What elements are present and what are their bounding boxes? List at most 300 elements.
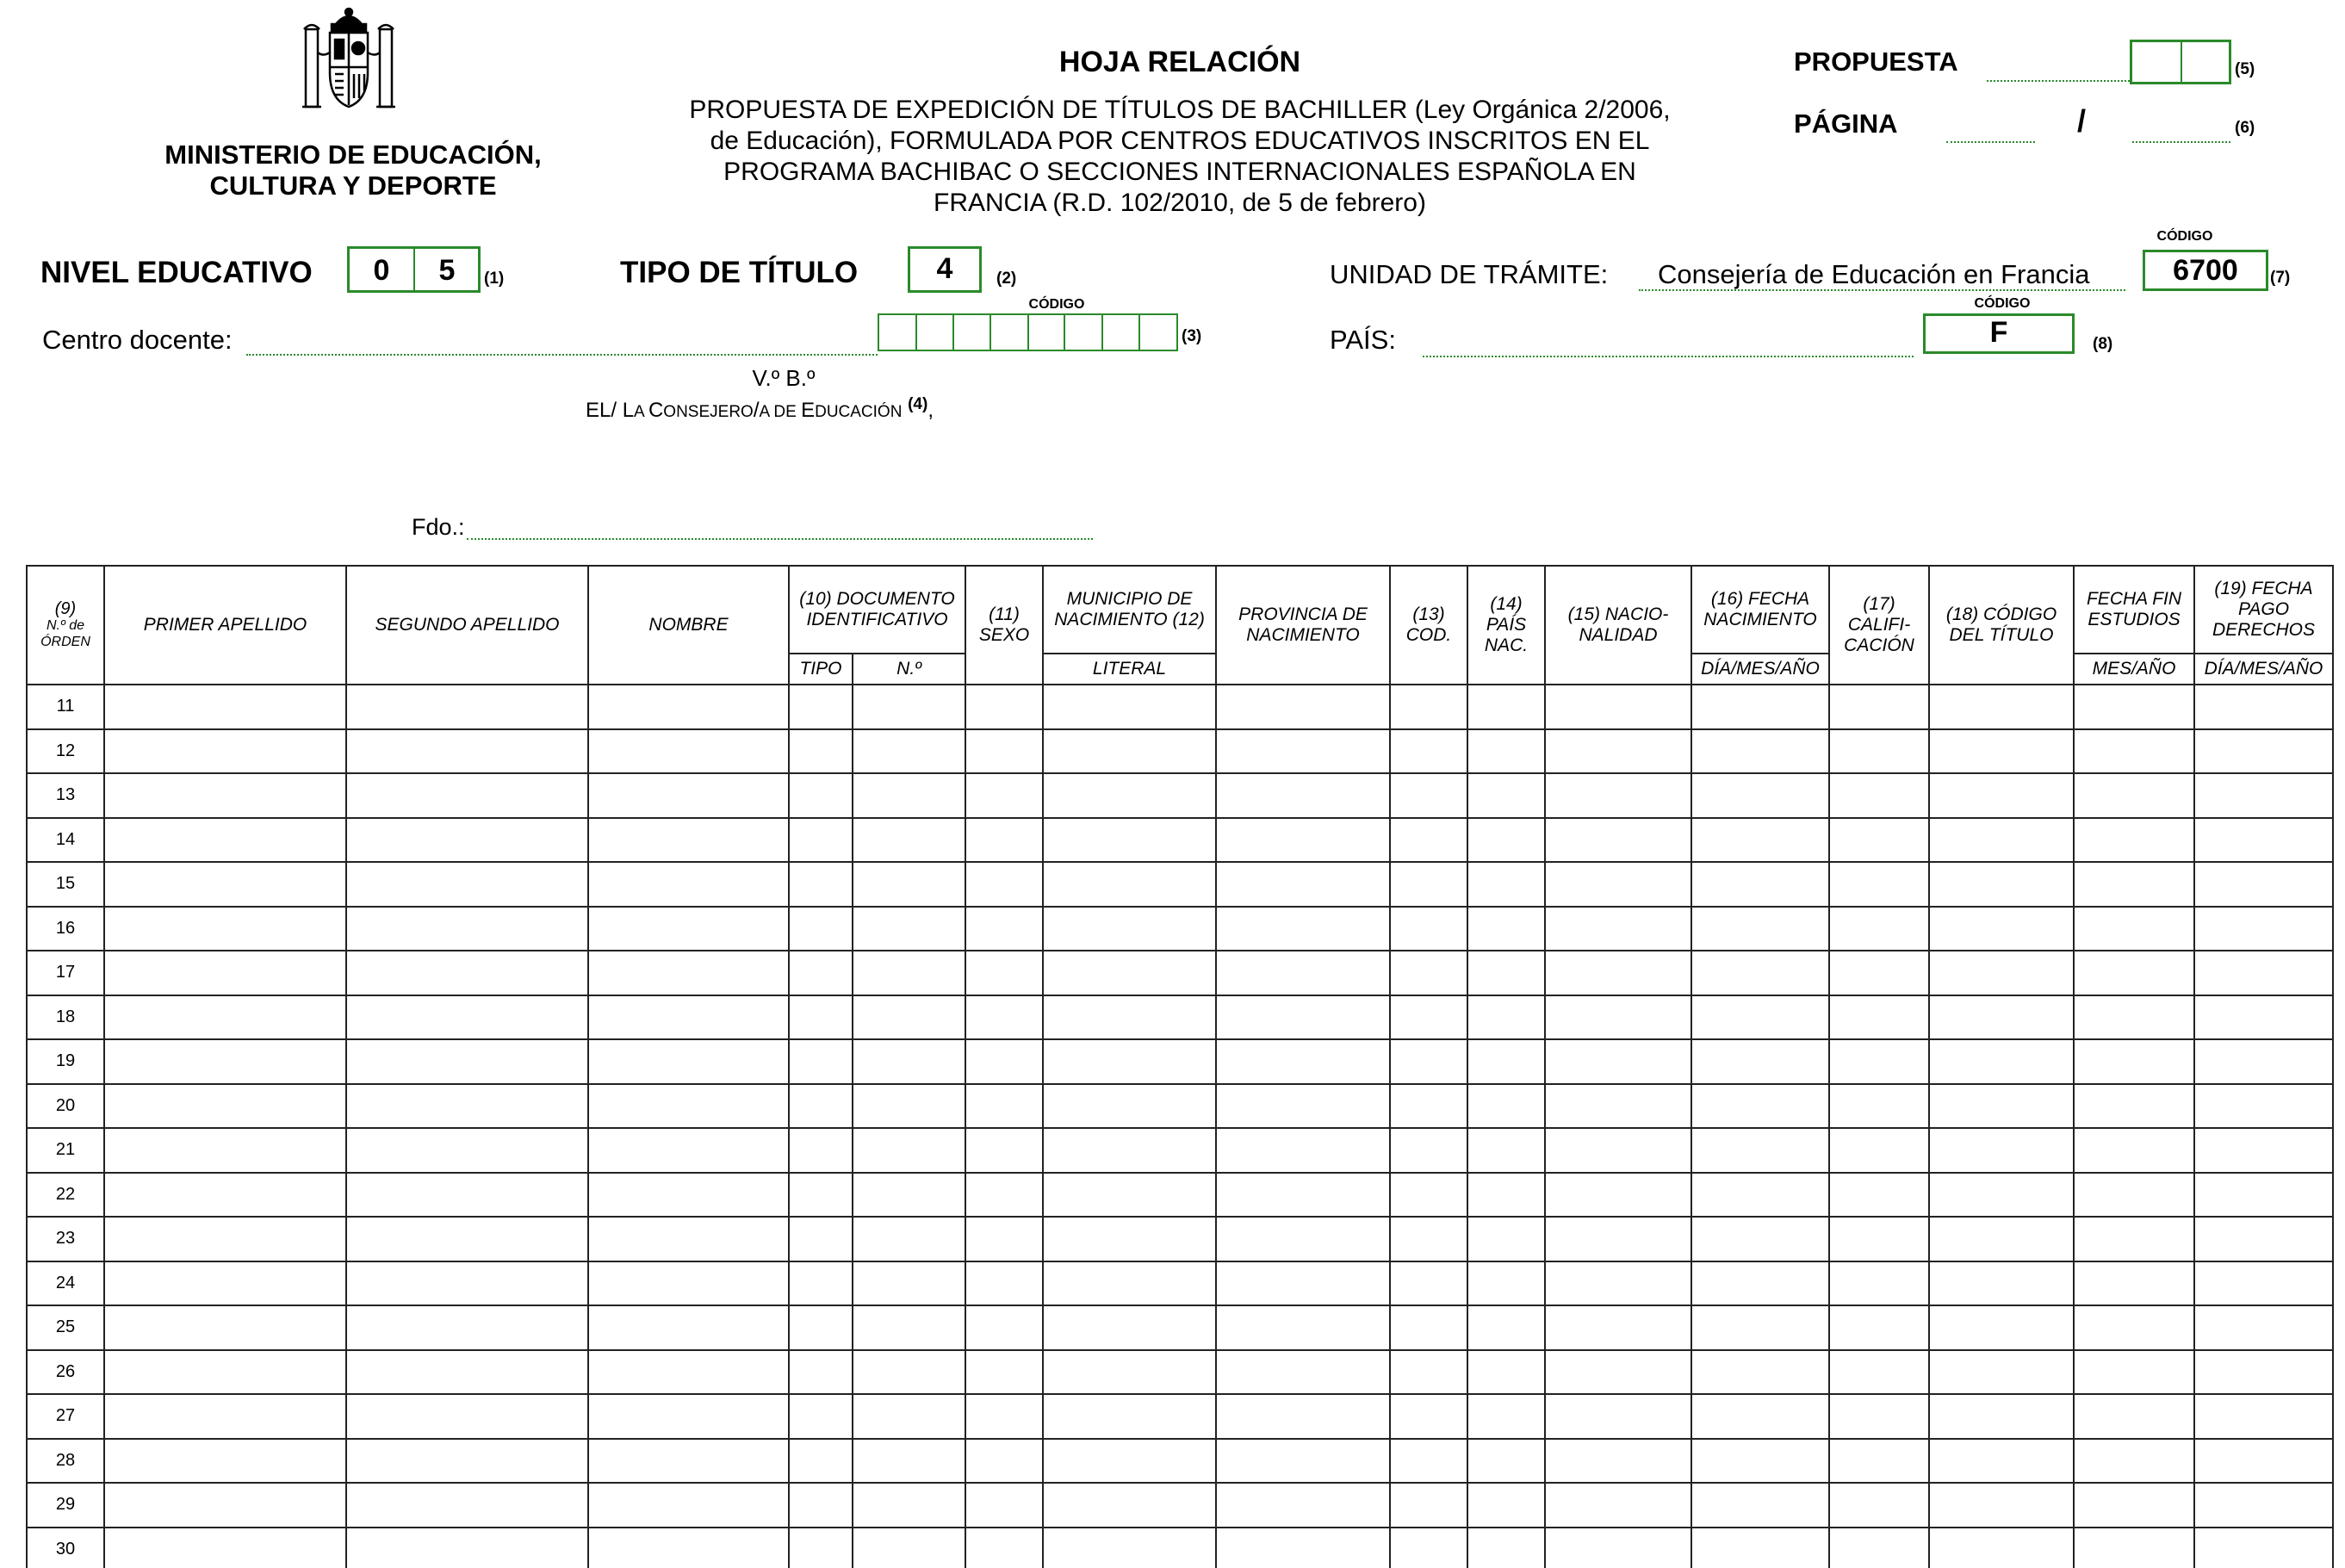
- table-cell-input[interactable]: [588, 862, 789, 907]
- table-cell-input[interactable]: [789, 818, 853, 863]
- table-cell-input[interactable]: [1545, 1350, 1691, 1395]
- table-cell-input[interactable]: [1545, 995, 1691, 1040]
- table-cell-input[interactable]: [1929, 1173, 2074, 1218]
- table-cell-input[interactable]: [1829, 1039, 1929, 1084]
- table-cell-input[interactable]: [1691, 1483, 1829, 1528]
- table-cell-input[interactable]: [1929, 862, 2074, 907]
- table-cell-input[interactable]: [1829, 729, 1929, 774]
- table-cell-input[interactable]: [1043, 1528, 1216, 1568]
- table-cell-input[interactable]: [1390, 1084, 1467, 1129]
- unidad-codigo-box[interactable]: [2143, 250, 2268, 291]
- table-cell-input[interactable]: [1390, 1128, 1467, 1173]
- table-cell-input[interactable]: [588, 1128, 789, 1173]
- table-cell-input[interactable]: [1545, 773, 1691, 818]
- table-cell-input[interactable]: [1691, 862, 1829, 907]
- table-cell-input[interactable]: [2194, 1483, 2333, 1528]
- table-cell-input[interactable]: [104, 1483, 346, 1528]
- table-cell-input[interactable]: [588, 1084, 789, 1129]
- table-cell-input[interactable]: [965, 951, 1043, 995]
- table-cell-input[interactable]: [1216, 1084, 1390, 1129]
- table-cell-input[interactable]: [588, 1039, 789, 1084]
- table-cell-input[interactable]: [789, 1084, 853, 1129]
- table-cell-input[interactable]: [965, 1350, 1043, 1395]
- table-cell-input[interactable]: [789, 1039, 853, 1084]
- table-cell-input[interactable]: [1829, 818, 1929, 863]
- table-cell-input[interactable]: [1216, 685, 1390, 729]
- table-cell-input[interactable]: [1043, 1128, 1216, 1173]
- propuesta-input-box[interactable]: [2130, 40, 2231, 84]
- table-cell-input[interactable]: [853, 1305, 965, 1350]
- table-cell-input[interactable]: [1691, 1528, 1829, 1568]
- table-cell-input[interactable]: [588, 685, 789, 729]
- table-cell-input[interactable]: [1043, 995, 1216, 1040]
- table-cell-input[interactable]: [1829, 1305, 1929, 1350]
- table-cell-input[interactable]: [2074, 1173, 2194, 1218]
- pais-codigo-box[interactable]: [1923, 313, 2075, 354]
- table-cell-input[interactable]: [104, 773, 346, 818]
- table-cell-input[interactable]: [1829, 1483, 1929, 1528]
- table-cell-input[interactable]: [1390, 1039, 1467, 1084]
- table-cell-input[interactable]: [1545, 1173, 1691, 1218]
- table-cell-input[interactable]: [1829, 773, 1929, 818]
- table-cell-input[interactable]: [588, 773, 789, 818]
- table-cell-input[interactable]: [1929, 1305, 2074, 1350]
- table-cell-input[interactable]: [1691, 1305, 1829, 1350]
- table-cell-input[interactable]: [1043, 862, 1216, 907]
- table-cell-input[interactable]: [1043, 1084, 1216, 1129]
- table-cell-input[interactable]: [1043, 1394, 1216, 1439]
- table-cell-input[interactable]: [1929, 1039, 2074, 1084]
- table-cell-input[interactable]: [104, 1084, 346, 1129]
- table-cell-input[interactable]: [789, 951, 853, 995]
- table-cell-input[interactable]: [2074, 1039, 2194, 1084]
- table-cell-input[interactable]: [1043, 1305, 1216, 1350]
- table-cell-input[interactable]: [1390, 1528, 1467, 1568]
- table-cell-input[interactable]: [346, 685, 588, 729]
- table-cell-input[interactable]: [1216, 1439, 1390, 1484]
- table-cell-input[interactable]: [1545, 1528, 1691, 1568]
- table-cell-input[interactable]: [789, 995, 853, 1040]
- tipo-titulo-box[interactable]: [908, 246, 982, 293]
- table-cell-input[interactable]: [1390, 907, 1467, 951]
- table-cell-input[interactable]: [588, 1261, 789, 1306]
- table-cell-input[interactable]: [1216, 1305, 1390, 1350]
- table-cell-input[interactable]: [2074, 1305, 2194, 1350]
- table-cell-input[interactable]: [104, 1528, 346, 1568]
- table-cell-input[interactable]: [853, 729, 965, 774]
- table-cell-input[interactable]: [2194, 862, 2333, 907]
- table-cell-input[interactable]: [1545, 951, 1691, 995]
- table-cell-input[interactable]: [346, 1217, 588, 1261]
- table-cell-input[interactable]: [965, 773, 1043, 818]
- table-cell-input[interactable]: [1691, 995, 1829, 1040]
- table-cell-input[interactable]: [2194, 1039, 2333, 1084]
- table-cell-input[interactable]: [104, 685, 346, 729]
- table-cell-input[interactable]: [965, 1439, 1043, 1484]
- table-cell-input[interactable]: [588, 951, 789, 995]
- table-cell-input[interactable]: [1929, 995, 2074, 1040]
- table-cell-input[interactable]: [1545, 907, 1691, 951]
- table-cell-input[interactable]: [1390, 773, 1467, 818]
- table-cell-input[interactable]: [588, 1217, 789, 1261]
- table-cell-input[interactable]: [965, 907, 1043, 951]
- table-cell-input[interactable]: [1043, 1439, 1216, 1484]
- table-cell-input[interactable]: [965, 1084, 1043, 1129]
- table-cell-input[interactable]: [965, 1261, 1043, 1306]
- table-cell-input[interactable]: [2074, 729, 2194, 774]
- table-cell-input[interactable]: [2194, 1305, 2333, 1350]
- table-cell-input[interactable]: [588, 1173, 789, 1218]
- table-cell-input[interactable]: [104, 862, 346, 907]
- table-cell-input[interactable]: [2194, 729, 2333, 774]
- table-cell-input[interactable]: [1545, 818, 1691, 863]
- pais-line[interactable]: [1423, 356, 1914, 357]
- table-cell-input[interactable]: [2194, 951, 2333, 995]
- table-cell-input[interactable]: [1467, 995, 1545, 1040]
- table-cell-input[interactable]: [1390, 951, 1467, 995]
- table-cell-input[interactable]: [1216, 773, 1390, 818]
- table-cell-input[interactable]: [1929, 773, 2074, 818]
- table-cell-input[interactable]: [1545, 1394, 1691, 1439]
- table-cell-input[interactable]: [2194, 1528, 2333, 1568]
- table-cell-input[interactable]: [588, 1528, 789, 1568]
- table-cell-input[interactable]: [2194, 995, 2333, 1040]
- table-cell-input[interactable]: [2074, 685, 2194, 729]
- table-cell-input[interactable]: [1929, 729, 2074, 774]
- table-cell-input[interactable]: [789, 1128, 853, 1173]
- table-cell-input[interactable]: [853, 1350, 965, 1395]
- table-cell-input[interactable]: [1390, 1173, 1467, 1218]
- table-cell-input[interactable]: [1545, 1483, 1691, 1528]
- table-cell-input[interactable]: [1043, 1483, 1216, 1528]
- table-cell-input[interactable]: [1043, 729, 1216, 774]
- table-cell-input[interactable]: [1929, 1528, 2074, 1568]
- centro-docente-line[interactable]: [246, 354, 878, 356]
- table-cell-input[interactable]: [1691, 773, 1829, 818]
- table-cell-input[interactable]: [1043, 907, 1216, 951]
- table-cell-input[interactable]: [1043, 818, 1216, 863]
- table-cell-input[interactable]: [1691, 1439, 1829, 1484]
- centro-codigo-boxes[interactable]: [878, 313, 1178, 351]
- table-cell-input[interactable]: [853, 1173, 965, 1218]
- table-cell-input[interactable]: [1929, 1217, 2074, 1261]
- table-cell-input[interactable]: [1390, 1261, 1467, 1306]
- table-cell-input[interactable]: [2194, 907, 2333, 951]
- table-cell-input[interactable]: [1829, 1261, 1929, 1306]
- table-cell-input[interactable]: [1929, 1394, 2074, 1439]
- table-cell-input[interactable]: [2194, 1439, 2333, 1484]
- table-cell-input[interactable]: [588, 818, 789, 863]
- table-cell-input[interactable]: [789, 907, 853, 951]
- table-cell-input[interactable]: [1216, 818, 1390, 863]
- table-cell-input[interactable]: [1929, 1261, 2074, 1306]
- table-cell-input[interactable]: [965, 1394, 1043, 1439]
- table-cell-input[interactable]: [2194, 685, 2333, 729]
- table-cell-input[interactable]: [2194, 1350, 2333, 1395]
- table-cell-input[interactable]: [2074, 1261, 2194, 1306]
- table-cell-input[interactable]: [853, 773, 965, 818]
- table-cell-input[interactable]: [853, 1217, 965, 1261]
- table-cell-input[interactable]: [1216, 1350, 1390, 1395]
- table-cell-input[interactable]: [853, 995, 965, 1040]
- table-cell-input[interactable]: [1929, 951, 2074, 995]
- table-cell-input[interactable]: [1929, 1483, 2074, 1528]
- table-cell-input[interactable]: [1216, 729, 1390, 774]
- table-cell-input[interactable]: [789, 729, 853, 774]
- table-cell-input[interactable]: [2074, 773, 2194, 818]
- pagina-number-line[interactable]: [1946, 141, 2035, 143]
- table-cell-input[interactable]: [789, 773, 853, 818]
- table-cell-input[interactable]: [1691, 1261, 1829, 1306]
- table-cell-input[interactable]: [1545, 1084, 1691, 1129]
- table-cell-input[interactable]: [1691, 1173, 1829, 1218]
- table-cell-input[interactable]: [1043, 1261, 1216, 1306]
- table-cell-input[interactable]: [2074, 1483, 2194, 1528]
- table-cell-input[interactable]: [853, 1528, 965, 1568]
- table-cell-input[interactable]: [1929, 907, 2074, 951]
- table-cell-input[interactable]: [1216, 862, 1390, 907]
- table-cell-input[interactable]: [1216, 1483, 1390, 1528]
- table-cell-input[interactable]: [1545, 1261, 1691, 1306]
- table-cell-input[interactable]: [2194, 1261, 2333, 1306]
- table-cell-input[interactable]: [1691, 818, 1829, 863]
- table-cell-input[interactable]: [2074, 907, 2194, 951]
- table-cell-input[interactable]: [1829, 1084, 1929, 1129]
- table-cell-input[interactable]: [965, 729, 1043, 774]
- table-cell-input[interactable]: [965, 818, 1043, 863]
- table-cell-input[interactable]: [853, 1084, 965, 1129]
- table-cell-input[interactable]: [853, 862, 965, 907]
- table-cell-input[interactable]: [1467, 1350, 1545, 1395]
- table-cell-input[interactable]: [1467, 729, 1545, 774]
- table-cell-input[interactable]: [1467, 1394, 1545, 1439]
- table-cell-input[interactable]: [1545, 1039, 1691, 1084]
- table-cell-input[interactable]: [588, 1394, 789, 1439]
- table-cell-input[interactable]: [965, 1217, 1043, 1261]
- table-cell-input[interactable]: [2194, 1084, 2333, 1129]
- table-cell-input[interactable]: [1390, 995, 1467, 1040]
- fdo-signature-line[interactable]: [467, 538, 1093, 540]
- table-cell-input[interactable]: [1216, 1528, 1390, 1568]
- table-cell-input[interactable]: [1691, 951, 1829, 995]
- table-cell-input[interactable]: [346, 818, 588, 863]
- table-cell-input[interactable]: [2074, 1084, 2194, 1129]
- table-cell-input[interactable]: [1829, 951, 1929, 995]
- table-cell-input[interactable]: [1216, 1128, 1390, 1173]
- table-cell-input[interactable]: [789, 1394, 853, 1439]
- table-cell-input[interactable]: [1390, 1350, 1467, 1395]
- table-cell-input[interactable]: [588, 1439, 789, 1484]
- table-cell-input[interactable]: [1467, 1305, 1545, 1350]
- table-cell-input[interactable]: [588, 1305, 789, 1350]
- pagina-total-line[interactable]: [2132, 141, 2230, 143]
- table-cell-input[interactable]: [1216, 1039, 1390, 1084]
- table-cell-input[interactable]: [1390, 729, 1467, 774]
- table-cell-input[interactable]: [853, 1439, 965, 1484]
- table-cell-input[interactable]: [1467, 1128, 1545, 1173]
- table-cell-input[interactable]: [1467, 1173, 1545, 1218]
- table-cell-input[interactable]: [2194, 1217, 2333, 1261]
- table-cell-input[interactable]: [789, 1528, 853, 1568]
- table-cell-input[interactable]: [1467, 685, 1545, 729]
- table-cell-input[interactable]: [1545, 862, 1691, 907]
- table-cell-input[interactable]: [1467, 818, 1545, 863]
- table-cell-input[interactable]: [1390, 1217, 1467, 1261]
- table-cell-input[interactable]: [1390, 818, 1467, 863]
- table-cell-input[interactable]: [1929, 685, 2074, 729]
- table-cell-input[interactable]: [1043, 1217, 1216, 1261]
- table-cell-input[interactable]: [1467, 907, 1545, 951]
- table-cell-input[interactable]: [1043, 1350, 1216, 1395]
- table-cell-input[interactable]: [346, 862, 588, 907]
- table-cell-input[interactable]: [965, 995, 1043, 1040]
- table-cell-input[interactable]: [1929, 1084, 2074, 1129]
- table-cell-input[interactable]: [104, 1394, 346, 1439]
- table-cell-input[interactable]: [104, 951, 346, 995]
- table-cell-input[interactable]: [1691, 1350, 1829, 1395]
- table-cell-input[interactable]: [104, 1350, 346, 1395]
- table-cell-input[interactable]: [588, 1350, 789, 1395]
- table-cell-input[interactable]: [1545, 685, 1691, 729]
- table-cell-input[interactable]: [1691, 1128, 1829, 1173]
- table-cell-input[interactable]: [104, 1039, 346, 1084]
- table-cell-input[interactable]: [346, 1439, 588, 1484]
- table-cell-input[interactable]: [2074, 1350, 2194, 1395]
- table-cell-input[interactable]: [1216, 951, 1390, 995]
- table-cell-input[interactable]: [104, 1261, 346, 1306]
- table-cell-input[interactable]: [346, 729, 588, 774]
- table-cell-input[interactable]: [1691, 685, 1829, 729]
- table-cell-input[interactable]: [1216, 995, 1390, 1040]
- table-cell-input[interactable]: [1216, 1394, 1390, 1439]
- table-cell-input[interactable]: [789, 1350, 853, 1395]
- table-cell-input[interactable]: [346, 1394, 588, 1439]
- table-cell-input[interactable]: [2074, 1217, 2194, 1261]
- table-cell-input[interactable]: [789, 1483, 853, 1528]
- table-cell-input[interactable]: [1467, 1261, 1545, 1306]
- table-cell-input[interactable]: [1829, 1394, 1929, 1439]
- table-cell-input[interactable]: [965, 685, 1043, 729]
- table-cell-input[interactable]: [1216, 1217, 1390, 1261]
- table-cell-input[interactable]: [588, 907, 789, 951]
- table-cell-input[interactable]: [104, 1173, 346, 1218]
- table-cell-input[interactable]: [1467, 773, 1545, 818]
- table-cell-input[interactable]: [965, 1528, 1043, 1568]
- table-cell-input[interactable]: [1929, 1439, 2074, 1484]
- table-cell-input[interactable]: [1545, 1439, 1691, 1484]
- table-cell-input[interactable]: [1390, 1394, 1467, 1439]
- table-cell-input[interactable]: [1043, 1039, 1216, 1084]
- table-cell-input[interactable]: [965, 1173, 1043, 1218]
- table-cell-input[interactable]: [1829, 995, 1929, 1040]
- table-cell-input[interactable]: [2074, 1439, 2194, 1484]
- table-cell-input[interactable]: [104, 907, 346, 951]
- table-cell-input[interactable]: [2194, 818, 2333, 863]
- table-cell-input[interactable]: [588, 1483, 789, 1528]
- table-cell-input[interactable]: [1829, 907, 1929, 951]
- table-cell-input[interactable]: [1467, 1084, 1545, 1129]
- table-cell-input[interactable]: [1545, 1217, 1691, 1261]
- table-cell-input[interactable]: [1829, 1350, 1929, 1395]
- table-cell-input[interactable]: [853, 1039, 965, 1084]
- table-cell-input[interactable]: [346, 951, 588, 995]
- table-cell-input[interactable]: [1216, 1261, 1390, 1306]
- table-cell-input[interactable]: [2194, 1173, 2333, 1218]
- table-cell-input[interactable]: [1829, 1173, 1929, 1218]
- table-cell-input[interactable]: [104, 995, 346, 1040]
- table-cell-input[interactable]: [104, 729, 346, 774]
- table-cell-input[interactable]: [1691, 1039, 1829, 1084]
- table-cell-input[interactable]: [2074, 1128, 2194, 1173]
- table-cell-input[interactable]: [346, 1128, 588, 1173]
- table-cell-input[interactable]: [965, 1039, 1043, 1084]
- table-cell-input[interactable]: [853, 685, 965, 729]
- table-cell-input[interactable]: [346, 995, 588, 1040]
- table-cell-input[interactable]: [2194, 773, 2333, 818]
- table-cell-input[interactable]: [1390, 1483, 1467, 1528]
- table-cell-input[interactable]: [965, 1128, 1043, 1173]
- table-cell-input[interactable]: [1691, 1217, 1829, 1261]
- table-cell-input[interactable]: [789, 1217, 853, 1261]
- table-cell-input[interactable]: [1829, 1439, 1929, 1484]
- table-cell-input[interactable]: [789, 1305, 853, 1350]
- table-cell-input[interactable]: [789, 1173, 853, 1218]
- table-cell-input[interactable]: [1829, 1217, 1929, 1261]
- table-cell-input[interactable]: [789, 1439, 853, 1484]
- table-cell-input[interactable]: [346, 773, 588, 818]
- table-cell-input[interactable]: [1829, 1128, 1929, 1173]
- table-cell-input[interactable]: [1043, 1173, 1216, 1218]
- table-cell-input[interactable]: [2194, 1394, 2333, 1439]
- table-cell-input[interactable]: [1545, 729, 1691, 774]
- table-cell-input[interactable]: [1929, 1128, 2074, 1173]
- table-cell-input[interactable]: [1467, 1217, 1545, 1261]
- table-cell-input[interactable]: [1390, 862, 1467, 907]
- table-cell-input[interactable]: [2194, 1128, 2333, 1173]
- table-cell-input[interactable]: [104, 1305, 346, 1350]
- table-cell-input[interactable]: [1467, 862, 1545, 907]
- table-cell-input[interactable]: [1043, 773, 1216, 818]
- table-cell-input[interactable]: [1691, 1394, 1829, 1439]
- table-cell-input[interactable]: [789, 862, 853, 907]
- table-cell-input[interactable]: [1691, 1084, 1829, 1129]
- table-cell-input[interactable]: [588, 995, 789, 1040]
- table-cell-input[interactable]: [1467, 1528, 1545, 1568]
- table-cell-input[interactable]: [1829, 862, 1929, 907]
- table-cell-input[interactable]: [1390, 1439, 1467, 1484]
- table-cell-input[interactable]: [853, 907, 965, 951]
- table-cell-input[interactable]: [346, 1350, 588, 1395]
- table-cell-input[interactable]: [1043, 951, 1216, 995]
- table-cell-input[interactable]: [2074, 1528, 2194, 1568]
- table-cell-input[interactable]: [346, 1261, 588, 1306]
- table-cell-input[interactable]: [1467, 951, 1545, 995]
- table-cell-input[interactable]: [965, 862, 1043, 907]
- table-cell-input[interactable]: [1216, 1173, 1390, 1218]
- table-cell-input[interactable]: [346, 1305, 588, 1350]
- table-cell-input[interactable]: [346, 1084, 588, 1129]
- table-cell-input[interactable]: [1216, 907, 1390, 951]
- table-cell-input[interactable]: [2074, 951, 2194, 995]
- table-cell-input[interactable]: [1467, 1483, 1545, 1528]
- table-cell-input[interactable]: [2074, 1394, 2194, 1439]
- table-cell-input[interactable]: [853, 951, 965, 995]
- table-cell-input[interactable]: [1691, 907, 1829, 951]
- table-cell-input[interactable]: [1829, 685, 1929, 729]
- table-cell-input[interactable]: [346, 1039, 588, 1084]
- table-cell-input[interactable]: [789, 1261, 853, 1306]
- table-cell-input[interactable]: [1929, 1350, 2074, 1395]
